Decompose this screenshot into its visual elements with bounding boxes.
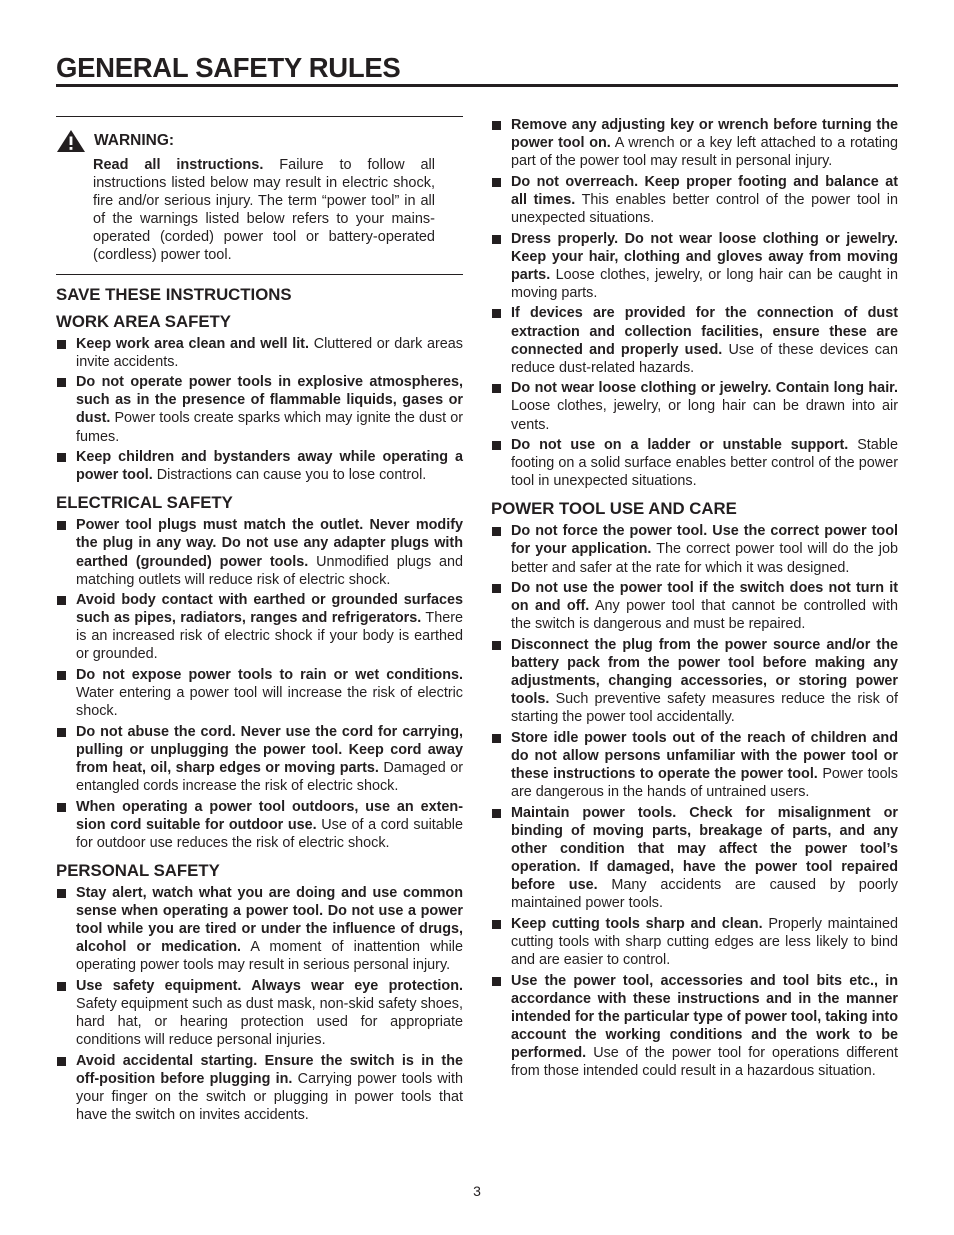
rule-text: Cluttered or dark areas invite accidents. (76, 335, 463, 370)
rule-text: Power tools are dangerous in the hands of untrained users. (511, 766, 898, 801)
rule-bold: Disconnect the plug from the power source and/or the battery pack from the power tool before making any adjustments, changing accessories, or storing power tools. (511, 636, 898, 708)
list-item (491, 230, 898, 302)
list-item (56, 884, 463, 974)
list-item (56, 798, 463, 852)
rule-bold: Stay alert, watch what you are doing and use common sense when operating a power tool. Do not use a power tool while you are tired or under the influence of drugs, alcohol or medication. (76, 885, 463, 956)
title-rule (56, 84, 898, 87)
bullet (492, 441, 501, 450)
list-item (491, 116, 898, 170)
rule-text: Use of the power tool for operations different from those intended could result in a hazardous situation. (511, 1045, 898, 1080)
rule-bold: Keep cutting tools sharp and clean. (511, 915, 763, 932)
bullet (492, 309, 501, 318)
section-heading-personal: PERSONAL SAFETY (56, 861, 220, 880)
rule-bold: Do not force the power tool. Use the correct power tool for your application. (511, 523, 898, 558)
bullet (57, 982, 66, 991)
bullet (57, 340, 66, 349)
rule-bold: Do not use the power tool if the switch does not turn it on and off. (511, 580, 898, 615)
rule-text: Safety equipment such as dust mask, non-skid safety shoes, hard hat, or hearing protection used for appropriate conditions will reduce personal injuries. (76, 996, 463, 1049)
rule-text: Power tools create sparks which may ignite the dust or fumes. (76, 410, 464, 445)
list-item (56, 1052, 463, 1124)
electrical-list (56, 516, 463, 852)
bullet (492, 920, 501, 929)
bullet (57, 671, 66, 680)
rule-bold: Do not use on a ladder or unstable support. (511, 437, 849, 454)
rule-bold: Remove any adjusting key or wrench before turning the power tool on. (511, 117, 898, 152)
bullet (57, 521, 66, 530)
bullet (492, 384, 501, 393)
rule-bold: Store idle power tools out of the reach of children and do not allow persons unfamiliar with the power tool or these instructions to operate the power tool. (511, 729, 898, 783)
rule-text: This enables better control of the power tool in unexpected situations. (511, 191, 898, 226)
left-column (56, 116, 463, 1127)
rule-bold: Do not abuse the cord. Never use the cord for carrying, pulling or unplugging the power tool. Keep cord away from heat, oil, sharp edges or moving parts. (76, 723, 463, 777)
warning-lead: Read all instructions. (93, 157, 264, 173)
section-heading-power-tool-use: POWER TOOL USE AND CARE (491, 499, 737, 519)
rule-text: Water entering a power tool will increase the risk of electric shock. (76, 685, 463, 720)
bullet (492, 584, 501, 593)
rule-bold: Use safety equipment. Always wear eye protection. (76, 977, 463, 994)
list-item (56, 516, 463, 588)
list-item (56, 373, 463, 445)
bullet (492, 121, 501, 130)
bullet (57, 803, 66, 812)
rule-text: A moment of inattention while operating power tools may result in serious personal injury. (76, 939, 463, 974)
rule-text: Unmodified plugs and matching outlets will reduce risk of electric shock. (76, 553, 464, 588)
rule-text: Distractions can cause you to lose control. (156, 467, 427, 484)
rule-bold: Power tool plugs must match the outlet. Never modify the plug in any way. Do not use any adapter plugs with earthed (grounded) power tools. (76, 517, 463, 570)
rule-text: Carrying power tools with your finger on the switch or plugging in power tools that have the switch on invites accidents. (76, 1070, 464, 1124)
rule-bold: Maintain power tools. Check for misalignment or binding of moving parts, breakage of parts, and any other condition that may affect the power tool’s operation. If damaged, have the power tool repaired before use. (511, 804, 898, 894)
page-number: 3 (473, 1183, 481, 1199)
section-heading-electrical: ELECTRICAL SAFETY (56, 493, 233, 513)
bullet (57, 1057, 66, 1066)
rule-text: Loose clothes, jewelry, or long hair can be drawn into air vents. (511, 398, 898, 433)
rule-text: Damaged or entangled cords increase the risk of electric shock. (76, 760, 463, 795)
work-area-list (56, 335, 463, 485)
section-heading-work-area: WORK AREA SAFETY (56, 311, 231, 331)
page-title: GENERAL SAFETY RULES (56, 52, 401, 83)
warning-label: WARNING: (94, 132, 175, 149)
rule-bold: Avoid accidental starting. Ensure the switch is in the off-position before plugging in. (76, 1052, 463, 1087)
list-item (491, 804, 898, 913)
rule-text: The correct power tool will do the job better and safer at the rate for which it was designed. (511, 541, 898, 576)
list-item (56, 723, 463, 795)
rule-text: Stable footing on a solid surface enables better control of the power tool in unexpected situations. (511, 437, 898, 490)
warning-heading (56, 129, 435, 153)
rule-text: Any power tool that cannot be controlled with the switch is dangerous and must be repaired. (511, 598, 898, 633)
list-item (491, 304, 898, 376)
list-item (56, 591, 463, 663)
list-item (491, 522, 898, 576)
rule-text: Properly maintained cutting tools with sharp cutting edges are less likely to bind and are easier to control. (511, 915, 898, 969)
list-item (56, 448, 463, 484)
bullet (57, 596, 66, 605)
rule-text: Use of a cord suitable for outdoor use reduces the risk of electric shock. (76, 816, 464, 851)
list-item (491, 636, 898, 726)
bullet (492, 178, 501, 187)
warning-box (56, 116, 463, 275)
list-item (491, 173, 898, 227)
personal-list-right (491, 116, 898, 490)
rule-bold: Use the power tool, accessories and tool bits etc., in accordance with these instructions and in the manner intended for the particular type of power tool, taking into account the working conditions and the work to be performed. (511, 972, 898, 1061)
rule-bold: Dress properly. Do not wear loose clothing or jewelry. Keep your hair, clothing and gloves away from moving parts. (511, 230, 898, 283)
list-item (491, 915, 898, 969)
bullet (57, 728, 66, 737)
rule-text: Loose clothes, jewelry, or long hair can be caught in moving parts. (511, 266, 898, 301)
rule-bold: When operating a power tool outdoors, use an extension cord suitable for outdoor use. (76, 798, 463, 833)
bullet (57, 889, 66, 898)
rule-text: Use of these devices can reduce dust-related hazards. (511, 341, 898, 376)
list-item (491, 379, 898, 433)
save-instructions-heading: SAVE THESE INSTRUCTIONS (56, 284, 292, 304)
bullet (492, 977, 501, 986)
personal-list-left (56, 884, 463, 1124)
rule-bold: Do not expose power tools to rain or wet conditions. (76, 667, 463, 684)
list-item (56, 666, 463, 720)
bullet (492, 809, 501, 818)
rule-bold: Do not wear loose clothing or jewelry. Contain long hair. (511, 380, 898, 397)
rule-bold: Avoid body contact with earthed or grounded surfaces such as pipes, radiators, ranges and refrigerators. (76, 592, 463, 627)
rule-bold: Do not operate power tools in explosive atmospheres, such as in the presence of flammable liquids, gases or dust. (76, 374, 463, 427)
rule-text: There is an increased risk of electric shock if your body is earthed or grounded. (76, 610, 463, 663)
rule-bold: If devices are provided for the connection of dust extraction and collection facilities, ensure these are connected and properly used. (511, 305, 898, 358)
list-item (56, 977, 463, 1049)
warning-body: Failure to follow all instructions listed below may result in electric shock, fire and/or serious injury. The term “power tool” in all of the warnings listed below refers to your mains-operated (corded) power tool or battery-operated (cordless) power tool. (93, 157, 435, 264)
rule-text: A wrench or a key left attached to a rotating part of the power tool may result in personal injury. (511, 135, 899, 170)
rule-bold: Do not overreach. Keep proper footing and balance at all times. (511, 173, 898, 208)
list-item (491, 972, 898, 1081)
bullet (492, 641, 501, 650)
rule-bold: Keep children and bystanders away while operating a power tool. (76, 449, 463, 484)
list-item (491, 579, 898, 633)
bullet (492, 734, 501, 743)
list-item (56, 335, 463, 371)
rule-bold: Keep work area clean and well lit. (76, 335, 309, 352)
warning-text (93, 156, 435, 265)
power-tool-use-list (491, 522, 898, 1080)
warning-triangle-icon (56, 129, 86, 153)
bullet (57, 378, 66, 387)
list-item (491, 729, 898, 801)
list-item (491, 436, 898, 490)
bullet (57, 453, 66, 462)
bullet (492, 527, 501, 536)
rule-text: Many accidents are caused by poorly maintained power tools. (511, 877, 899, 912)
right-column (491, 116, 898, 1083)
bullet (492, 235, 501, 244)
rule-text: Such preventive safety measures reduce the risk of starting the power tool accidentally. (511, 691, 898, 726)
